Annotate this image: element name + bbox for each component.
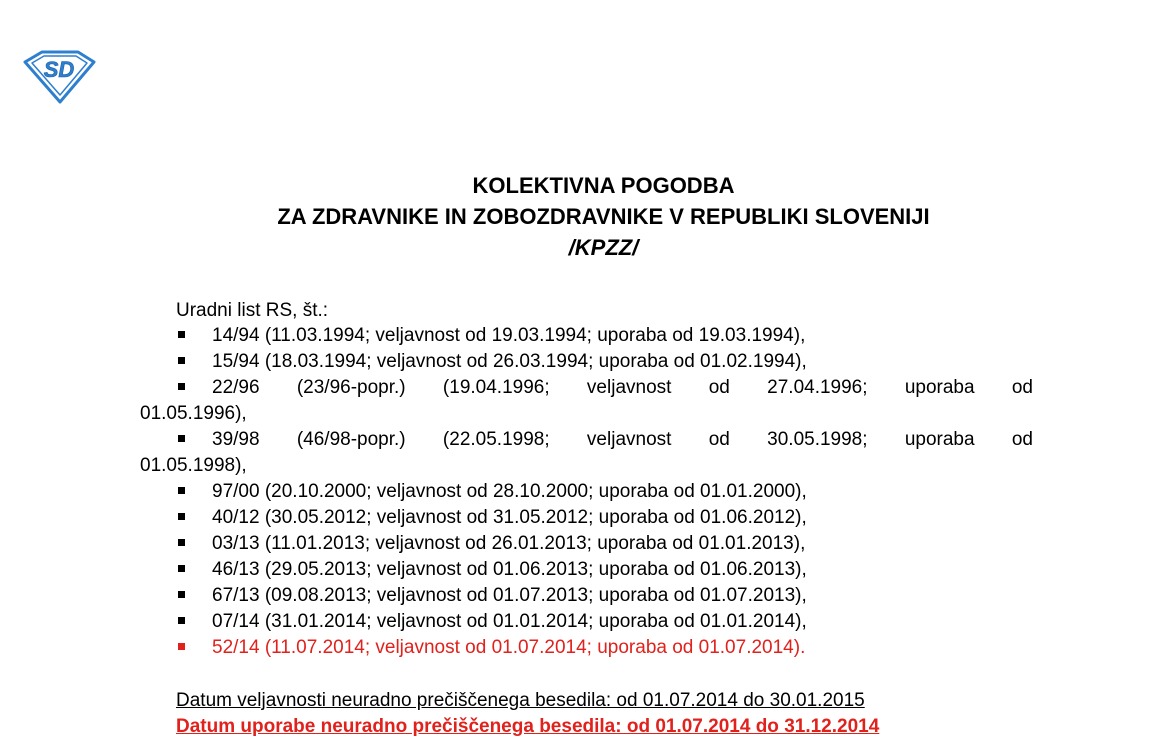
gazette-entry-text: 46/13 (29.05.2013; veljavnost od 01.06.2013; uporaba od 01.06.2013),	[212, 559, 807, 580]
bullet-square-icon	[178, 383, 185, 390]
gazette-entry	[140, 323, 1033, 349]
gazette-entry	[140, 609, 1033, 635]
gazette-entry-text: 15/94 (18.03.1994; veljavnost od 26.03.1994; uporaba od 01.02.1994),	[212, 351, 807, 372]
gazette-entry	[140, 349, 1033, 375]
gazette-entry-text-continued: 01.05.1998),	[140, 455, 247, 476]
gazette-entry	[140, 531, 1033, 557]
document-title	[0, 170, 1157, 263]
bullet-square-icon	[178, 643, 185, 650]
gazette-entry-text: 40/12 (30.05.2012; veljavnost od 31.05.2012; uporaba od 01.06.2012),	[212, 507, 807, 528]
gazette-entry-text: 03/13 (11.01.2013; veljavnost od 26.01.2013; uporaba od 01.01.2013),	[212, 533, 806, 554]
title-abbreviation: /KPZZ/	[568, 235, 639, 260]
gazette-entry	[140, 583, 1033, 609]
logo-text: SD	[43, 57, 75, 82]
gazette-entry-text: 67/13 (09.08.2013; veljavnost od 01.07.2013; uporaba od 01.07.2013),	[212, 585, 807, 606]
gazette-entry	[140, 505, 1033, 531]
sd-shield-logo-icon	[22, 48, 96, 104]
bullet-square-icon	[178, 435, 185, 442]
gazette-entry-text: 07/14 (31.01.2014; veljavnost od 01.01.2014; uporaba od 01.01.2014),	[212, 611, 807, 632]
bullet-square-icon	[178, 331, 185, 338]
title-line-2: ZA ZDRAVNIKE IN ZOBOZDRAVNIKE V REPUBLIKI SLOVENIJI	[277, 204, 930, 229]
gazette-entry-text: 22/96 (23/96-popr.) (19.04.1996; veljavnost od 27.04.1996; uporaba od	[212, 377, 1033, 398]
gazette-entry-text: 97/00 (20.10.2000; veljavnost od 28.10.2000; uporaba od 01.01.2000),	[212, 481, 807, 502]
validity-date-note: Datum veljavnosti neuradno prečiščenega besedila: od 01.07.2014 do 30.01.2015	[176, 690, 865, 711]
bullet-square-icon	[178, 513, 185, 520]
gazette-entry-text-continued: 01.05.1996),	[140, 403, 247, 424]
bullet-square-icon	[178, 539, 185, 546]
gazette-entry	[140, 557, 1033, 583]
gazette-entry-latest	[140, 635, 1033, 661]
bullet-square-icon	[178, 565, 185, 572]
gazette-entry	[140, 427, 1033, 479]
gazette-label: Uradni list RS, št.:	[176, 300, 329, 321]
gazette-entry-text: 52/14 (11.07.2014; veljavnost od 01.07.2014; uporaba od 01.07.2014).	[212, 637, 806, 658]
application-date-note: Datum uporabe neuradno prečiščenega besedila: od 01.07.2014 do 31.12.2014	[176, 716, 880, 737]
gazette-entry	[140, 479, 1033, 505]
bullet-square-icon	[178, 357, 185, 364]
bullet-square-icon	[178, 487, 185, 494]
title-line-1: KOLEKTIVNA POGODBA	[472, 173, 735, 198]
gazette-entry	[140, 375, 1033, 427]
gazette-entry-text: 14/94 (11.03.1994; veljavnost od 19.03.1994; uporaba od 19.03.1994),	[212, 325, 806, 346]
gazette-entry-text: 39/98 (46/98-popr.) (22.05.1998; veljavnost od 30.05.1998; uporaba od	[212, 429, 1033, 450]
bullet-square-icon	[178, 617, 185, 624]
gazette-entry-list	[140, 323, 1033, 661]
bullet-square-icon	[178, 591, 185, 598]
